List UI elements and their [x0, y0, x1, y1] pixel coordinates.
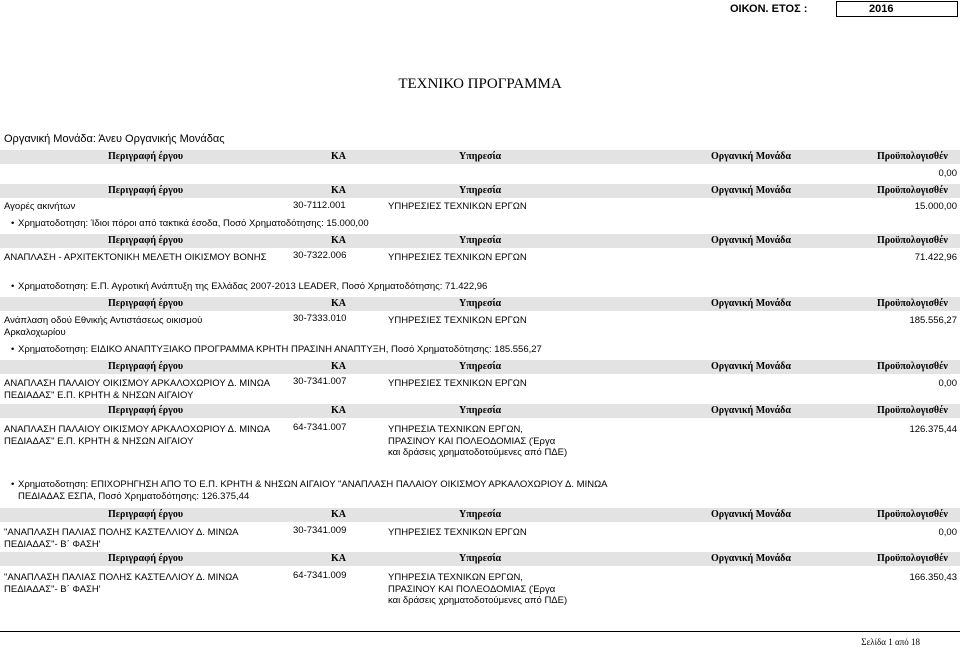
col-description: Περιγραφή έργου	[108, 235, 184, 246]
project-description: ΑΝΑΠΛΑΣΗ - ΑΡΧΙΤΕΚΤΟΝΙΚΗ ΜΕΛΕΤΗ ΟΙΚΙΣΜΟΥ ΒΟΝΗΣ	[4, 252, 267, 263]
project-budget: 71.422,96	[914, 252, 957, 263]
col-budget: Προϋπολογισθέν	[877, 151, 948, 162]
col-service: Υπηρεσία	[459, 405, 502, 416]
col-unit: Οργανική Μονάδα	[711, 298, 791, 309]
project-description: Ανάπλαση οδού Εθνικής Αντιστάσεως οικισμού Αρκαλοχωρίου	[4, 315, 203, 338]
col-ka: ΚΑ	[331, 509, 346, 520]
col-ka: ΚΑ	[331, 298, 346, 309]
project-ka: 64-7341.009	[293, 570, 347, 581]
col-description: Περιγραφή έργου	[108, 298, 184, 309]
col-unit: Οργανική Μονάδα	[711, 151, 791, 162]
header-prefecture: ΝΟΜΟΣ ΗΡΑΚΛΕΙΟΥ	[100, 18, 192, 28]
col-unit: Οργανική Μονάδα	[711, 509, 791, 520]
col-description: Περιγραφή έργου	[108, 151, 184, 162]
project-budget: 166.350,43	[909, 572, 957, 583]
project-budget: 0,00	[938, 378, 957, 389]
project-service: ΥΠΗΡΕΣΙΕΣ ΤΕΧΝΙΚΩΝ ΕΡΓΩΝ	[388, 315, 527, 326]
col-description: Περιγραφή έργου	[108, 361, 184, 372]
col-service: Υπηρεσία	[459, 553, 502, 564]
col-unit: Οργανική Μονάδα	[711, 185, 791, 196]
project-service: ΥΠΗΡΕΣΙΕΣ ΤΕΧΝΙΚΩΝ ΕΡΓΩΝ	[388, 378, 527, 389]
funding-note: • Χρηματοδοτηση: ΕΙΔΙΚΟ ΑΝΑΠΤΥΞΙΑΚΟ ΠΡΟΓΡΑΜΜΑ ΚΡΗΤΗ ΠΡΑΣΙΝΗ ΑΝΑΠΤΥΞΗ, Ποσό Χρηματοδότησης: 185.556,27	[18, 344, 542, 356]
fiscal-year-label: ΟΙΚΟΝ. ΕΤΟΣ :	[730, 3, 808, 15]
col-ka: ΚΑ	[331, 185, 346, 196]
project-budget: 185.556,27	[909, 315, 957, 326]
project-service: ΥΠΗΡΕΣΙΑ ΤΕΧΝΙΚΩΝ ΕΡΓΩΝ, ΠΡΑΣΙΝΟΥ ΚΑΙ ΠΟΛΕΟΔΟΜΙΑΣ (Έργα και δράσεις χρηματοδοτούμενες από ΠΔΕ)	[388, 424, 568, 458]
org-unit-heading: Οργανική Μονάδα: Άνευ Οργανικής Μονάδας	[4, 133, 225, 145]
project-description: ΑΝΑΠΛΑΣΗ ΠΑΛΑΙΟΥ ΟΙΚΙΣΜΟΥ ΑΡΚΑΛΟΧΩΡΙΟΥ Δ. ΜΙΝΩΑ ΠΕΔΙΑΔΑΣ" Ε.Π. ΚΡΗΤΗ & ΝΗΣΩΝ ΑΙΓΑΙΟΥ	[4, 378, 270, 401]
col-unit: Οργανική Μονάδα	[711, 553, 791, 564]
funding-note: • Χρηματοδοτηση: Ε.Π. Αγροτική Ανάπτυξη της Ελλάδας 2007-2013 LEADER, Ποσό Χρηματοδότησης: 71.422,96	[18, 281, 487, 293]
top-total: 0,00	[938, 168, 957, 179]
project-service: ΥΠΗΡΕΣΙΕΣ ΤΕΧΝΙΚΩΝ ΕΡΓΩΝ	[388, 252, 527, 263]
col-description: Περιγραφή έργου	[108, 405, 184, 416]
project-ka: 30-7341.009	[293, 525, 347, 536]
header-tax-id: Α.Φ.Μ.:099285315	[100, 49, 175, 59]
col-unit: Οργανική Μονάδα	[711, 405, 791, 416]
page-title: ΤΕΧΝΙΚΟ ΠΡΟΓΡΑΜΜΑ	[398, 76, 562, 92]
col-ka: ΚΑ	[331, 151, 346, 162]
header-municipality: ΔΗΜΟΣ ΜΙΝΩΑ ΠΕΔΙΑΔΑΣ	[100, 33, 218, 43]
project-ka: 30-7322.006	[293, 250, 347, 261]
header-country: ΕΛΛΗΝΙΚΗ ΔΗΜΟΚΡΑΤΙΑ	[100, 3, 214, 13]
project-ka: 30-7341.007	[293, 376, 347, 387]
col-description: Περιγραφή έργου	[108, 185, 184, 196]
col-ka: ΚΑ	[331, 235, 346, 246]
col-service: Υπηρεσία	[459, 235, 502, 246]
col-ka: ΚΑ	[331, 361, 346, 372]
col-description: Περιγραφή έργου	[108, 509, 184, 520]
funding-note: • Χρηματοδοτηση: ΕΠΙΧΟΡΗΓΗΣΗ ΑΠΟ ΤΟ Ε.Π. ΚΡΗΤΗ & ΝΗΣΩΝ ΑΙΓΑΙΟΥ "ΑΝΑΠΛΑΣΗ ΠΑΛΑΙΟΥ ΟΙΚΙΣΜΟΥ ΑΡΚΑΛΟΧΩΡΙΟΥ Δ. ΜΙΝΩΑ ΠΕΔΙΑΔΑΣ ΕΣΠΑ, Ποσό Χρηματοδότησης: 126.375,44	[18, 479, 638, 503]
project-ka: 30-7112.001	[293, 200, 346, 211]
col-description: Περιγραφή έργου	[108, 553, 184, 564]
col-budget: Προϋπολογισθέν	[877, 405, 948, 416]
project-service: ΥΠΗΡΕΣΙΕΣ ΤΕΧΝΙΚΩΝ ΕΡΓΩΝ	[388, 201, 527, 212]
project-service: ΥΠΗΡΕΣΙΕΣ ΤΕΧΝΙΚΩΝ ΕΡΓΩΝ	[388, 527, 527, 538]
col-budget: Προϋπολογισθέν	[877, 361, 948, 372]
project-budget: 0,00	[938, 527, 957, 538]
project-description: "ΑΝΑΠΛΑΣΗ ΠΑΛΙΑΣ ΠΟΛΗΣ ΚΑΣΤΕΛΛΙΟΥ Δ. ΜΙΝΩΑ ΠΕΔΙΑΔΑΣ"- Β΄ ΦΑΣΗ'	[4, 572, 238, 595]
project-description: ΑΝΑΠΛΑΣΗ ΠΑΛΑΙΟΥ ΟΙΚΙΣΜΟΥ ΑΡΚΑΛΟΧΩΡΙΟΥ Δ. ΜΙΝΩΑ ΠΕΔΙΑΔΑΣ" Ε.Π. ΚΡΗΤΗ & ΝΗΣΩΝ ΑΙΓΑΙΟΥ	[4, 424, 270, 447]
col-ka: ΚΑ	[331, 405, 346, 416]
col-budget: Προϋπολογισθέν	[877, 553, 948, 564]
fiscal-year-box	[836, 1, 958, 17]
col-unit: Οργανική Μονάδα	[711, 361, 791, 372]
col-budget: Προϋπολογισθέν	[877, 185, 948, 196]
col-budget: Προϋπολογισθέν	[877, 509, 948, 520]
col-budget: Προϋπολογισθέν	[877, 235, 948, 246]
col-budget: Προϋπολογισθέν	[877, 298, 948, 309]
project-budget: 15.000,00	[914, 201, 957, 212]
project-service: ΥΠΗΡΕΣΙΑ ΤΕΧΝΙΚΩΝ ΕΡΓΩΝ, ΠΡΑΣΙΝΟΥ ΚΑΙ ΠΟΛΕΟΔΟΜΙΑΣ (Έργα και δράσεις χρηματοδοτούμενες από ΠΔΕ)	[388, 572, 568, 606]
footer-rule	[0, 631, 960, 632]
page-number: Σελίδα 1 από 18	[861, 637, 920, 647]
project-ka: 64-7341.007	[293, 422, 347, 433]
col-ka: ΚΑ	[331, 553, 346, 564]
project-description: Αγορές ακινήτων	[4, 201, 76, 212]
col-service: Υπηρεσία	[459, 185, 502, 196]
funding-note: • Χρηματοδοτηση: Ίδιοι πόροι από τακτικά έσοδα, Ποσό Χρηματοδότησης: 15.000,00	[18, 218, 369, 230]
project-ka: 30-7333.010	[293, 313, 347, 324]
col-service: Υπηρεσία	[459, 298, 502, 309]
project-budget: 126.375,44	[909, 424, 957, 435]
col-unit: Οργανική Μονάδα	[711, 235, 791, 246]
col-service: Υπηρεσία	[459, 509, 502, 520]
fiscal-year-value: 2016	[869, 3, 894, 15]
col-service: Υπηρεσία	[459, 361, 502, 372]
col-service: Υπηρεσία	[459, 151, 502, 162]
project-description: "ΑΝΑΠΛΑΣΗ ΠΑΛΙΑΣ ΠΟΛΗΣ ΚΑΣΤΕΛΛΙΟΥ Δ. ΜΙΝΩΑ ΠΕΔΙΑΔΑΣ"- Β΄ ΦΑΣΗ'	[4, 527, 238, 550]
